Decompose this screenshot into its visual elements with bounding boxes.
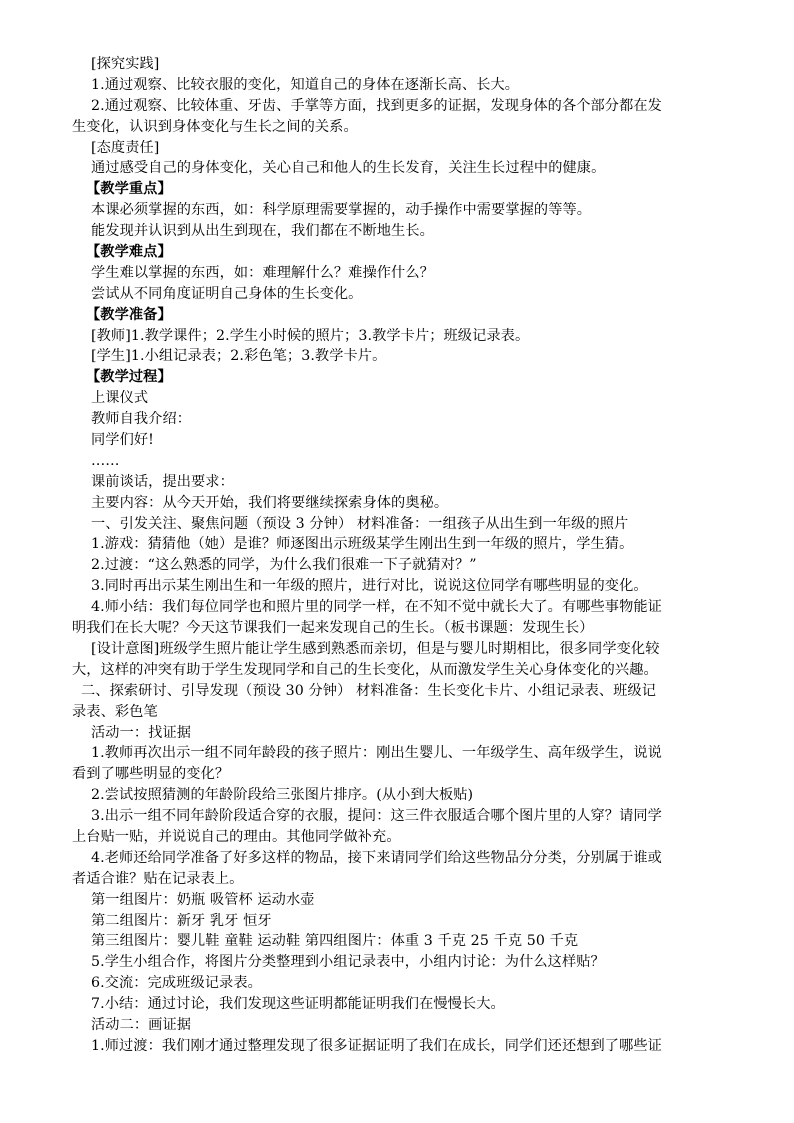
paragraph-line: 1.游戏：猜猜他（她）是谁？师逐图出示班级某学生刚出生到一年级的照片，学生猜。 xyxy=(91,536,634,553)
document-page xyxy=(0,54,794,1057)
paragraph-line: 能发现并认识到从出生到现在，我们都在不断地生长。 xyxy=(91,223,434,240)
paragraph-line: 1.通过观察、比较衣服的变化，知道自己的身体在逐渐长高、长大。 xyxy=(91,76,520,93)
paragraph-line: 2.通过观察、比较体重、牙齿、手掌等方面，找到更多的证据，发现身体的各个部分都在发 xyxy=(91,97,662,114)
section-heading-difficulties: 【教学难点】 xyxy=(86,244,172,261)
paragraph-line: 6.交流：完成班级记录表。 xyxy=(91,975,262,992)
paragraph-line: 大，这样的冲突有助于学生发现同学和自己的生长变化，从而激发学生关心身体变化的兴趣。 xyxy=(72,661,658,678)
part-two-heading: 二、探索研讨、引导发现（预设 30 分钟） 材料准备：生长变化卡片、小组记录表、班级记 xyxy=(81,682,657,699)
paragraph-line: 者适合谁？贴在记录表上。 xyxy=(72,870,244,887)
paragraph-line: 上课仪式 xyxy=(91,390,149,407)
section-heading-attitude: [态度责任] xyxy=(91,139,160,156)
paragraph-line: 录表、彩色笔 xyxy=(72,703,158,720)
paragraph-line: 7.小结：通过讨论，我们发现这些证明都能证明我们在慢慢长大。 xyxy=(91,996,505,1013)
section-heading-process: 【教学过程】 xyxy=(86,369,172,386)
section-heading-key-points: 【教学重点】 xyxy=(86,181,172,198)
paragraph-line: …… xyxy=(91,452,120,469)
paragraph-line: 第二组图片：新牙 乳牙 恒牙 xyxy=(91,912,272,929)
paragraph-line: 3.同时再出示某生刚出生和一年级的照片，进行对比，说说这位同学有哪些明显的变化。 xyxy=(91,578,648,595)
paragraph-line: 主要内容：从今天开始，我们将要继续探索身体的奥秘。 xyxy=(91,494,449,511)
paragraph-line: [设计意图]班级学生照片能让学生感到熟悉而亲切，但是与婴儿时期相比，很多同学变化较 xyxy=(91,640,660,657)
paragraph-line: 第一组图片：奶瓶 吸管杯 运动水壶 xyxy=(91,891,315,908)
paragraph-line: 1.教师再次出示一组不同年龄段的孩子照片：刚出生婴儿、一年级学生、高年级学生，说说 xyxy=(91,745,662,762)
paragraph-line: 5.学生小组合作，将图片分类整理到小组记录表中，小组内讨论：为什么这样贴？ xyxy=(91,954,605,971)
paragraph-line: [学生]1.小组记录表；2.彩色笔；3.教学卡片。 xyxy=(91,348,387,365)
paragraph-line: 1.师过渡：我们刚才通过整理发现了很多证据证明了我们在成长，同学们还还想到了哪些证 xyxy=(91,1037,662,1054)
paragraph-line: 尝试从不同角度证明自己身体的生长变化。 xyxy=(91,285,363,302)
section-heading-preparation: 【教学准备】 xyxy=(86,306,172,323)
paragraph-line: 本课必须掌握的东西，如：科学原理需要掌握的，动手操作中需要掌握的等等。 xyxy=(91,202,592,219)
paragraph-line: 上台贴一贴，并说说自己的理由。其他同学做补充。 xyxy=(72,828,401,845)
paragraph-line: 学生难以掌握的东西，如：难理解什么？难操作什么？ xyxy=(91,264,434,281)
paragraph-line: 2.过渡：“这么熟悉的同学，为什么我们很难一下子就猜对？” xyxy=(91,557,477,574)
activity-two-heading: 活动二：画证据 xyxy=(91,1016,192,1033)
paragraph-line: 3.出示一组不同年龄阶段适合穿的衣服，提问：这三件衣服适合哪个图片里的人穿？请同学 xyxy=(91,808,662,825)
paragraph-line: 生变化，认识到身体变化与生长之间的关系。 xyxy=(72,118,358,135)
paragraph-line: 4.老师还给同学准备了好多这样的物品，接下来请同学们给这些物品分分类，分别属于谁或 xyxy=(91,849,662,866)
paragraph-line: 同学们好! xyxy=(91,432,154,449)
paragraph-line: 教师自我介绍： xyxy=(91,411,192,428)
paragraph-line: 课前谈话，提出要求： xyxy=(91,473,234,490)
paragraph-line: 看到了哪些明显的变化？ xyxy=(72,766,230,783)
paragraph-line: [教师]1.教学课件；2.学生小时候的照片；3.教学卡片；班级记录表。 xyxy=(91,327,530,344)
section-heading-inquiry-practice: [探究实践] xyxy=(91,56,160,72)
paragraph-line: 明我们在长大呢？今天这节课我们一起来发现自己的生长。（板书课题：发现生长） xyxy=(72,620,594,637)
paragraph-line: 4.师小结：我们每位同学也和照片里的同学一样，在不知不觉中就长大了。有哪些事物能证 xyxy=(91,599,662,616)
part-one-heading: 一、引发关注、聚焦问题（预设 3 分钟） 材料准备：一组孩子从出生到一年级的照片 xyxy=(91,515,629,532)
paragraph-line: 2.尝试按照猜测的年龄阶段给三张图片排序。(从小到大板贴) xyxy=(91,787,474,804)
paragraph-line: 通过感受自己的身体变化，关心自己和他人的生长发育，关注生长过程中的健康。 xyxy=(91,160,606,177)
paragraph-line: 第三组图片：婴儿鞋 童鞋 运动鞋 第四组图片：体重 3 千克 25 千克 50 千克 xyxy=(91,933,579,950)
activity-one-heading: 活动一：找证据 xyxy=(91,724,192,741)
